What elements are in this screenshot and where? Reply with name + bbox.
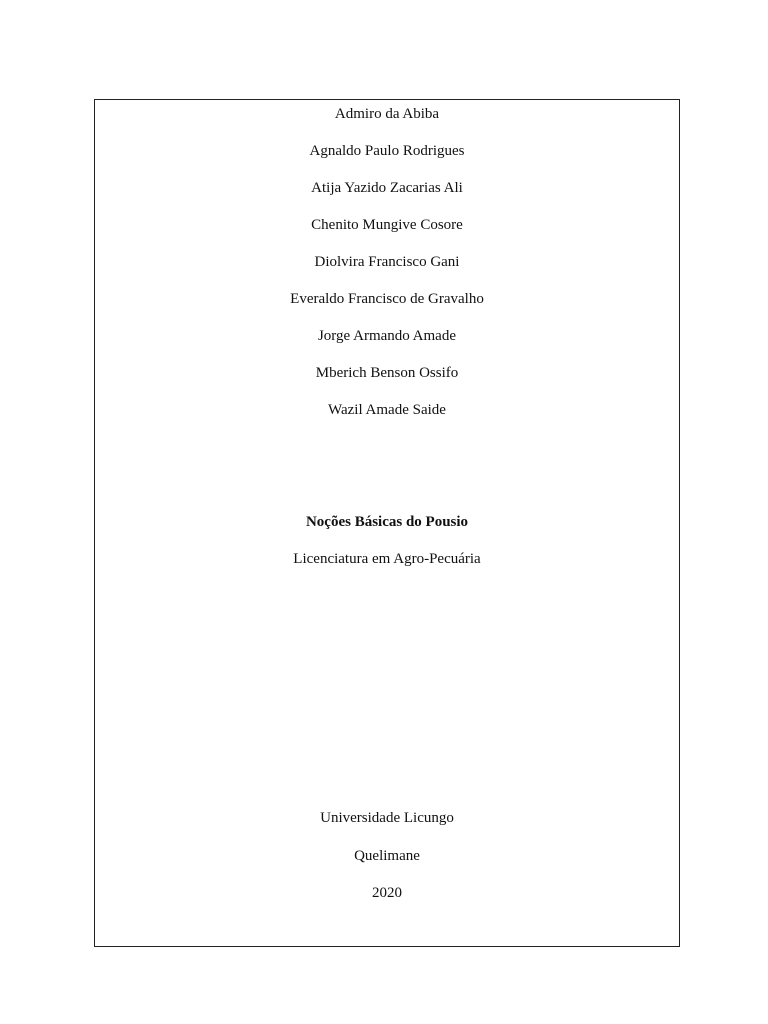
author-name: Everaldo Francisco de Gravalho [290,291,484,307]
author-name: Jorge Armando Amade [317,328,457,344]
author-name: Wazil Amade Saide [328,402,446,418]
year: 2020 [372,885,402,901]
author-name: Chenito Mungive Cosore [311,217,463,233]
cover-page-frame [94,99,680,947]
author-name: Diolvira Francisco Gani [314,254,460,270]
institution-name: Universidade Licungo [320,810,454,826]
author-name: Admiro da Abiba [334,106,440,122]
author-name: Mberich Benson Ossifo [315,365,459,381]
author-name: Agnaldo Paulo Rodrigues [309,143,465,159]
course-name: Licenciatura em Agro-Pecuária [293,551,481,567]
author-name: Atija Yazido Zacarias Ali [311,180,463,196]
city-name: Quelimane [354,848,420,864]
document-title: Noções Básicas do Pousio [305,514,469,530]
